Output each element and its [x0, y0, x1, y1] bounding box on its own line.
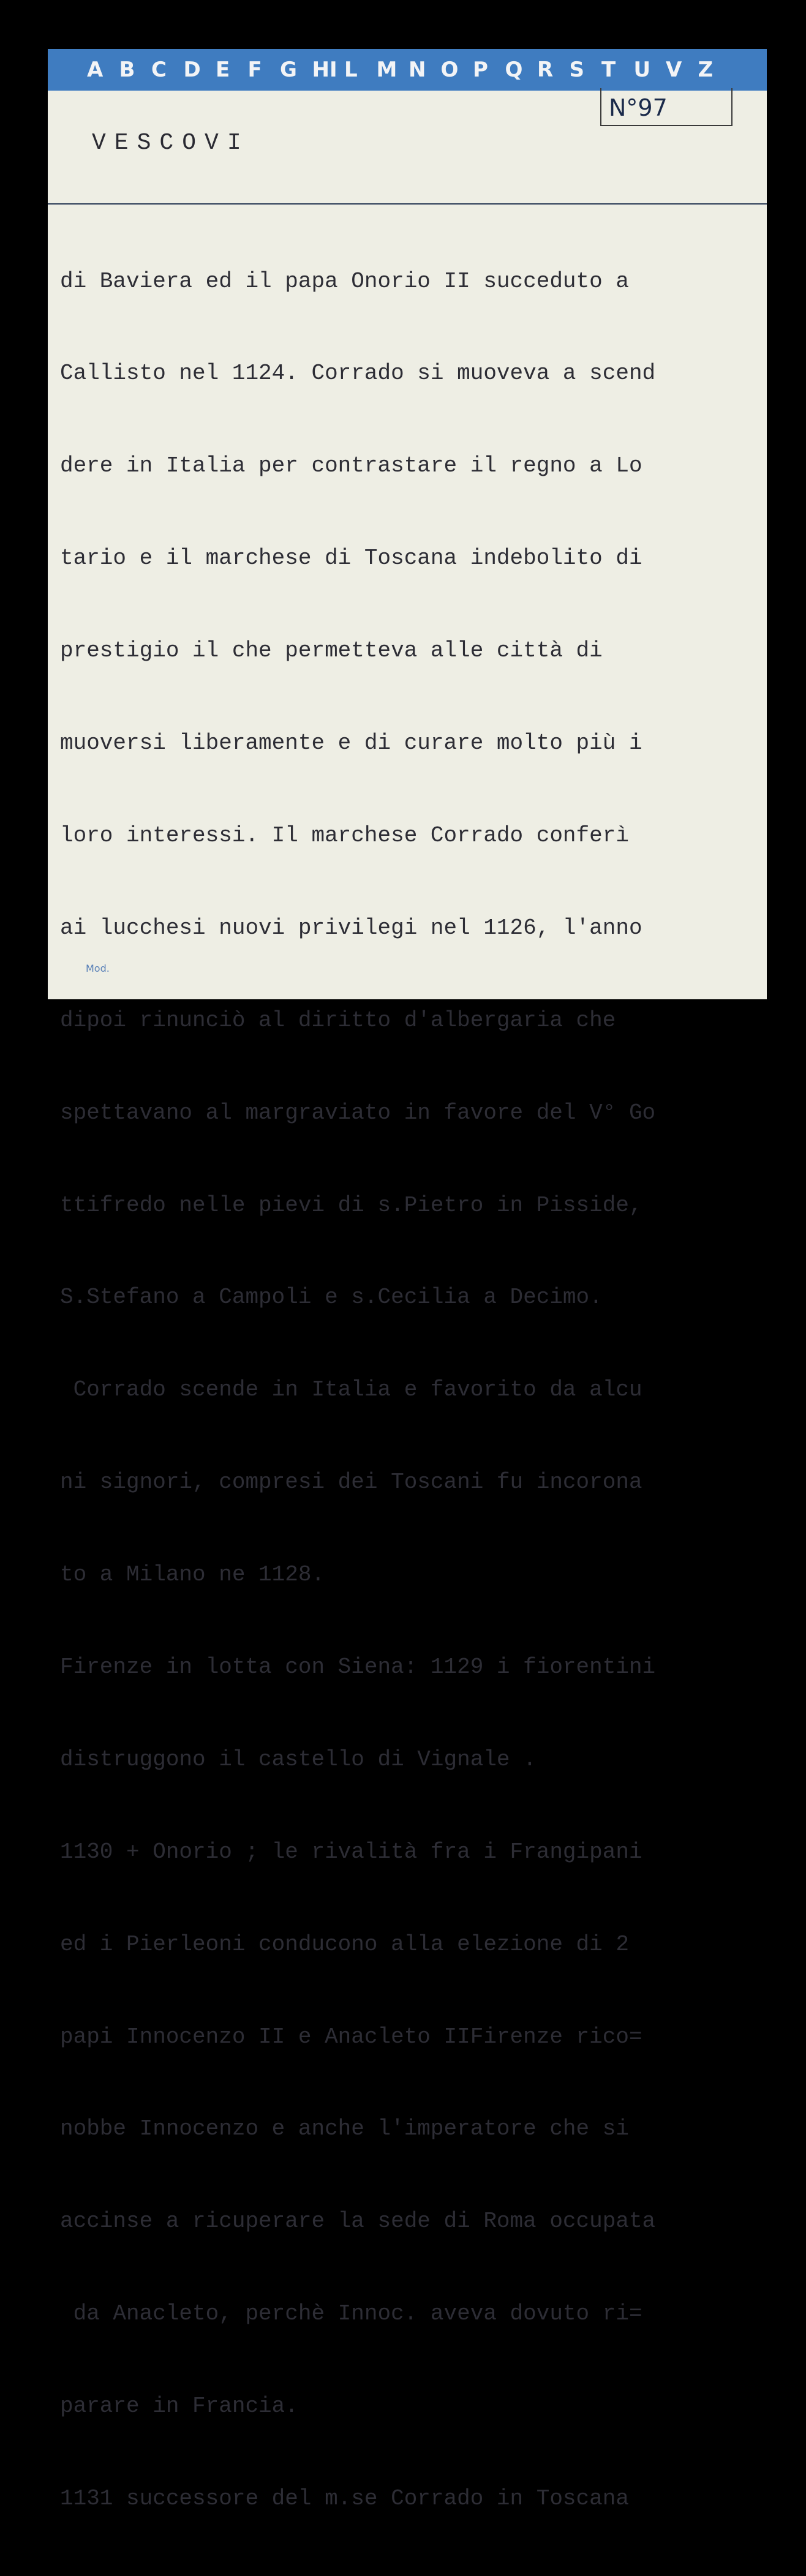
text-line: ai lucchesi nuovi privilegi nel 1126, l'anno [60, 915, 642, 941]
text-line: prestigio il che permetteva alle città di [60, 638, 603, 664]
card-heading: VESCOVI [92, 130, 250, 156]
text-line: 1130 + Onorio ; le rivalità fra i Frangipani [60, 1839, 642, 1864]
text-line: 1131 successore del m.se Corrado in Toscana [60, 2485, 629, 2511]
form-model-stamp: Mod. [86, 963, 110, 974]
card-number: N°97 [609, 94, 668, 121]
text-line: papi Innocenzo II e Anacleto IIFirenze rico= [60, 2024, 642, 2049]
text-line: loro interessi. Il marchese Corrado conferì [60, 822, 629, 848]
text-line: S.Stefano a Campoli e s.Cecilia a Decimo. [60, 1285, 603, 1310]
alphabet-letter: D [183, 58, 201, 82]
text-line: Callisto nel 1124. Corrado si muoveva a scend [60, 361, 656, 386]
alphabet-letter: P [473, 58, 488, 82]
text-line: da Anacleto, perchè Innoc. aveva dovuto ri= [60, 2301, 642, 2327]
alphabet-index-bar [48, 49, 767, 91]
text-line: dere in Italia per contrastare il regno a Lo [60, 453, 642, 479]
alphabet-letter: A [87, 58, 104, 82]
text-line: nobbe Innocenzo e anche l'imperatore che si [60, 2116, 629, 2142]
text-line: Corrado scende in Italia e favorito da alcu [60, 1377, 642, 1403]
text-line: accinse a ricuperare la sede di Roma occupata [60, 2209, 656, 2234]
alphabet-letter: F [247, 58, 262, 82]
alphabet-letter: S [569, 58, 584, 82]
alphabet-letter: Q [505, 58, 523, 82]
alphabet-letter: L [344, 58, 358, 82]
text-line: to a Milano ne 1128. [60, 1562, 325, 1588]
alphabet-letter: G [280, 58, 297, 82]
text-line: parare in Francia. [60, 2394, 298, 2419]
alphabet-letter: N [409, 58, 426, 82]
index-card [48, 49, 767, 2511]
alphabet-letter: Z [698, 58, 714, 82]
text-line: ni signori, compresi dei Toscani fu incorona [60, 1470, 642, 1495]
alphabet-letter: B [119, 58, 135, 82]
typed-text-body [60, 205, 770, 2576]
text-line: tario e il marchese di Toscana indebolito di [60, 546, 642, 571]
text-line: distruggono il castello di Vignale . [60, 1746, 537, 1772]
alphabet-letter: R [537, 58, 554, 82]
alphabet-letter: HI [312, 58, 337, 82]
text-line: muoversi liberamente e di curare molto più i [60, 730, 642, 756]
text-line: spettavano al margraviato in favore del V° Go [60, 1100, 656, 1125]
text-line: dipoi rinunciò al diritto d'albergaria che [60, 1007, 616, 1033]
text-line: Firenze in lotta con Siena: 1129 i fiorentini [60, 1654, 656, 1680]
card-number-box [600, 88, 733, 126]
text-line: ttifredo nelle pievi di s.Pietro in Pisside, [60, 1192, 642, 1218]
alphabet-letter: E [216, 58, 230, 82]
alphabet-letter: V [666, 58, 682, 82]
alphabet-letter: O [440, 58, 459, 82]
alphabet-letter: U [633, 58, 651, 82]
text-line: ed i Pierleoni conducono alla elezione di 2 [60, 1931, 629, 1957]
alphabet-letter: M [376, 58, 397, 82]
text-line: di Baviera ed il papa Onorio II succeduto a [60, 268, 629, 294]
alphabet-letter: T [601, 58, 616, 82]
alphabet-letter: C [151, 58, 167, 82]
